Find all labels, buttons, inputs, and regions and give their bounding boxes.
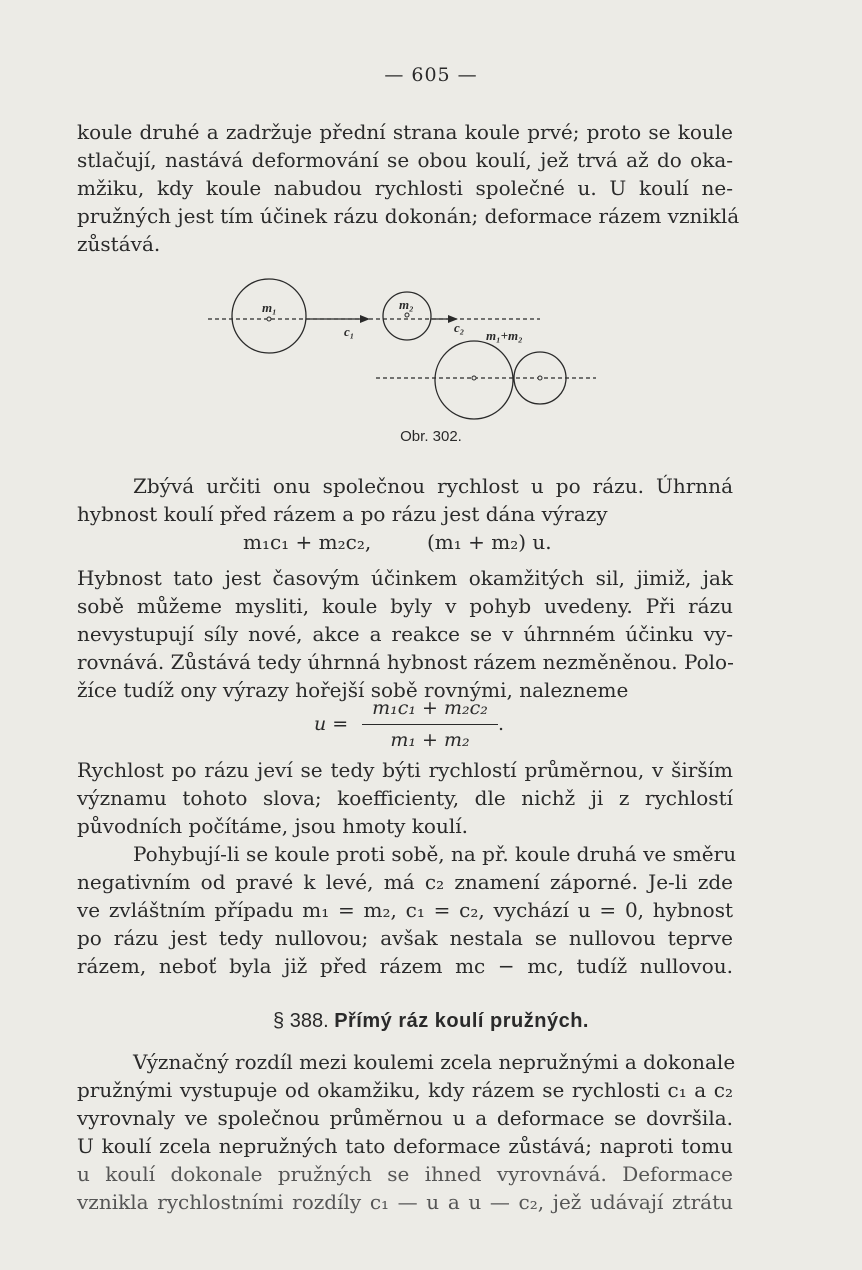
text-line: sobě můžeme mysliti, koule byly v pohyb uvedeny. Při rázu bbox=[77, 594, 733, 618]
label-sum: m₁+m₂ bbox=[486, 328, 523, 343]
text-line: zůstává. bbox=[77, 232, 161, 256]
formula-denominator: m₁ + m₂ bbox=[390, 729, 470, 751]
collision-figure bbox=[200, 270, 620, 430]
text-line: pružnými vystupuje od okamžiku, kdy rázem se rychlosti c₁ a c₂ bbox=[77, 1078, 733, 1102]
label-m2: m₂ bbox=[399, 297, 414, 312]
text-line: rovnává. Zůstává tedy úhrnná hybnost rázem nezměněnou. Polo- bbox=[77, 650, 734, 674]
text-line: žíce tudíž ony výrazy hořejší sobě rovnými, nalezneme bbox=[77, 678, 629, 702]
section-title: Přímý ráz koulí pružných. bbox=[334, 1010, 589, 1032]
formula-numerator: m₁c₁ + m₂c₂ bbox=[372, 697, 488, 719]
expression-before: m₁c₁ + m₂c₂, bbox=[243, 530, 372, 554]
text-line: u koulí dokonale pružných se ihned vyrovnává. Deformace bbox=[77, 1162, 733, 1186]
text-line: stlačují, nastává deformování se obou koulí, jež trvá až do oka- bbox=[77, 148, 733, 172]
page-number: — 605 — bbox=[384, 64, 478, 86]
figure-caption: Obr. 302. bbox=[400, 428, 462, 445]
text-line: negativním od pravé k levé, má c₂ znamení záporné. Je-li zde bbox=[77, 870, 733, 894]
text-line: U koulí zcela nepružných tato deformace zůstává; naproti tomu bbox=[77, 1134, 733, 1158]
text-line: Rychlost po rázu jeví se tedy býti rychlostí průměrnou, v širším bbox=[77, 758, 733, 782]
text-line: mžiku, kdy koule nabudou rychlosti společné u. U koulí ne- bbox=[77, 176, 733, 200]
text-line: původních počítáme, jsou hmoty koulí. bbox=[77, 814, 468, 838]
label-m1: m₁ bbox=[262, 300, 277, 315]
text-line: vyrovnaly ve společnou průměrnou u a deformace se dovršila. bbox=[77, 1106, 733, 1130]
text-line: rázem, neboť byla již před rázem mc − mc, tudíž nullovou. bbox=[77, 954, 733, 978]
text-line: nevystupují síly nové, akce a reakce se v úhrnném účinku vy- bbox=[77, 622, 733, 646]
fraction-bar bbox=[362, 724, 498, 725]
expression-after: (m₁ + m₂) u. bbox=[427, 530, 552, 554]
formula-end: . bbox=[498, 713, 505, 735]
section-number: § 388. bbox=[273, 1010, 329, 1032]
formula-lhs: u = bbox=[314, 713, 349, 735]
text-line: Zbývá určiti onu společnou rychlost u po rázu. Úhrnná bbox=[133, 474, 733, 498]
text-line: hybnost koulí před rázem a po rázu jest dána výrazy bbox=[77, 502, 608, 526]
text-line: pružných jest tím účinek rázu dokonán; deformace rázem vzniklá bbox=[77, 204, 740, 228]
text-line: vznikla rychlostními rozdíly c₁ — u a u — c₂, jež udávají ztrátu bbox=[77, 1190, 733, 1214]
ball-m1 bbox=[232, 279, 306, 353]
velocity-formula bbox=[300, 697, 520, 757]
text-line: významu tohoto slova; koefficienty, dle nichž ji z rychlostí bbox=[77, 786, 733, 810]
text-line: po rázu jest tedy nullovou; avšak nestala se nullovou teprve bbox=[77, 926, 733, 950]
text-line: Hybnost tato jest časovým účinkem okamžitých sil, jimiž, jak bbox=[77, 566, 733, 590]
label-c2: c₂ bbox=[454, 320, 465, 335]
label-c1: c₁ bbox=[344, 324, 355, 339]
text-line: Význačný rozdíl mezi koulemi zcela nepružnými a dokonale bbox=[133, 1050, 736, 1074]
section-heading bbox=[0, 1010, 862, 1033]
text-line: Pohybují-li se koule proti sobě, na př. koule druhá ve směru bbox=[133, 842, 737, 866]
text-line: koule druhé a zadržuje přední strana koule prvé; proto se koule bbox=[77, 120, 733, 144]
text-line: ve zvláštním případu m₁ = m₂, c₁ = c₂, vychází u = 0, hybnost bbox=[77, 898, 733, 922]
arrow-c1-head bbox=[360, 315, 370, 323]
